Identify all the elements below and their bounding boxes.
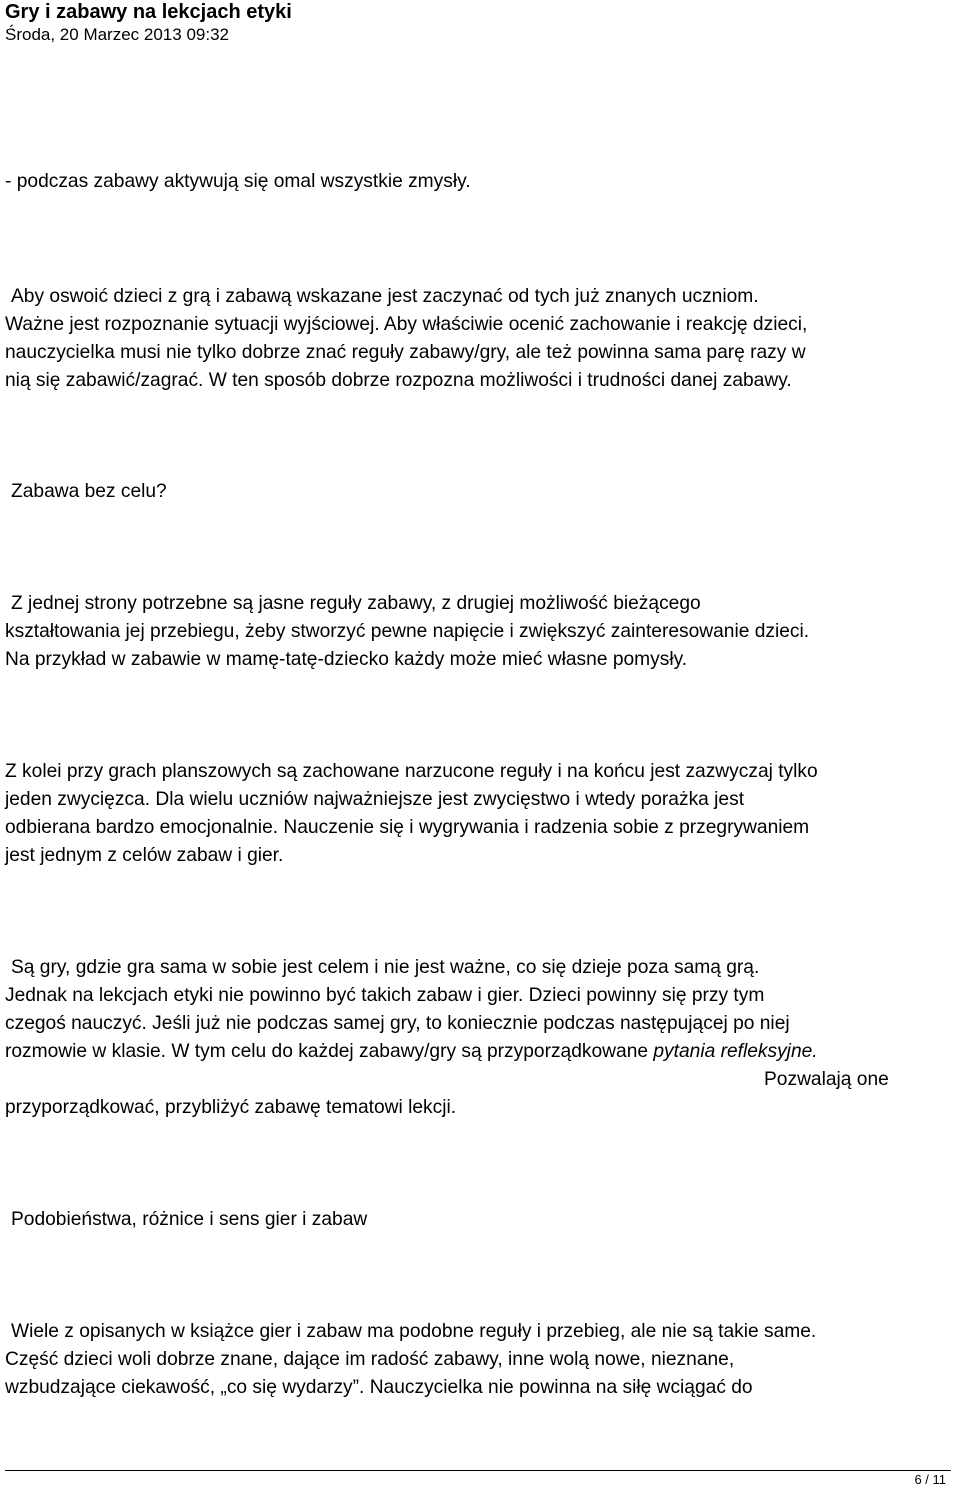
paragraph-familiar-games-line-1: Aby oswoić dzieci z grą i zabawą wskazane jest zaczynać od tych już znanych uczniom. bbox=[11, 286, 759, 307]
paragraph-reflection-line-2: Jednak na lekcjach etyki nie powinno być takich zabaw i gier. Dzieci powinny się przy tym bbox=[5, 985, 765, 1006]
paragraph-board-games-line-2: jeden zwycięzca. Dla wielu uczniów najważniejsze jest zwycięstwo i wtedy porażka jest bbox=[5, 789, 745, 810]
paragraph-reflection-line-1: Są gry, gdzie gra sama w sobie jest celem i nie jest ważne, co się dzieje poza samą grą. bbox=[11, 957, 760, 978]
paragraph-reflection-line-5: Pozwalają one bbox=[764, 1069, 889, 1090]
paragraph-board-games-line-1: Z kolei przy grach planszowych są zachowane narzucone reguły i na końcu jest zazwyczaj tylko bbox=[5, 761, 818, 782]
section-heading-zabawa-bez-celu: Zabawa bez celu? bbox=[11, 481, 167, 502]
paragraph-reflection-line-6: przyporządkować, przybliżyć zabawę tematowi lekcji. bbox=[5, 1097, 457, 1118]
paragraph-familiar-games-line-3: nauczycielka musi nie tylko dobrze znać reguły zabawy/gry, ale też powinna sama parę razy w bbox=[5, 342, 806, 363]
document-header bbox=[5, 0, 292, 46]
footer-divider bbox=[5, 1470, 951, 1471]
document-title: Gry i zabawy na lekcjach etyki bbox=[5, 1, 292, 23]
paragraph-familiar-games-line-4: nią się zabawić/zagrać. W ten sposób dobrze rozpozna możliwości i trudności danej zabawy. bbox=[5, 370, 792, 391]
paragraph-reflection-line-4 bbox=[5, 1038, 818, 1066]
paragraph-similarities-line-1: Wiele z opisanych w książce gier i zabaw ma podobne reguły i przebieg, ale nie są takie same. bbox=[11, 1321, 817, 1342]
document-date: Środa, 20 Marzec 2013 09:32 bbox=[5, 25, 229, 44]
page-number: 6 / 11 bbox=[914, 1472, 946, 1487]
paragraph-rules-line-2: kształtowania jej przebiegu, żeby stworzyć pewne napięcie i zwiększyć zainteresowanie dzieci. bbox=[5, 621, 810, 642]
paragraph-board-games-line-3: odbierana bardzo emocjonalnie. Nauczenie się i wygrywania i radzenia sobie z przegrywaniem bbox=[5, 817, 810, 838]
paragraph-rules-line-1: Z jednej strony potrzebne są jasne reguły zabawy, z drugiej możliwość bieżącego bbox=[11, 593, 701, 614]
paragraph-similarities-line-3: wzbudzające ciekawość, „co się wydarzy”. Nauczycielka nie powinna na siłę wciągać do bbox=[5, 1377, 753, 1398]
paragraph-rules-line-3: Na przykład w zabawie w mamę-tatę-dziecko każdy może mieć własne pomysły. bbox=[5, 649, 688, 670]
paragraph-reflection-line-4-text: rozmowie w klasie. W tym celu do każdej zabawy/gry są przyporządkowane bbox=[5, 1041, 654, 1062]
paragraph-board-games-line-4: jest jednym z celów zabaw i gier. bbox=[5, 845, 284, 866]
section-heading-podobienstwa: Podobieństwa, różnice i sens gier i zabaw bbox=[11, 1209, 368, 1230]
paragraph-senses-line-1: - podczas zabawy aktywują się omal wszystkie zmysły. bbox=[5, 171, 471, 192]
paragraph-similarities-line-2: Część dzieci woli dobrze znane, dające im radość zabawy, inne wolą nowe, nieznane, bbox=[5, 1349, 735, 1370]
reflection-questions-term: pytania refleksyjne. bbox=[653, 1041, 818, 1062]
paragraph-reflection-line-3: czegoś nauczyć. Jeśli już nie podczas samej gry, to koniecznie podczas następującej po niej bbox=[5, 1013, 790, 1034]
paragraph-familiar-games-line-2: Ważne jest rozpoznanie sytuacji wyjściowej. Aby właściwie ocenić zachowanie i reakcję dzieci, bbox=[5, 314, 808, 335]
